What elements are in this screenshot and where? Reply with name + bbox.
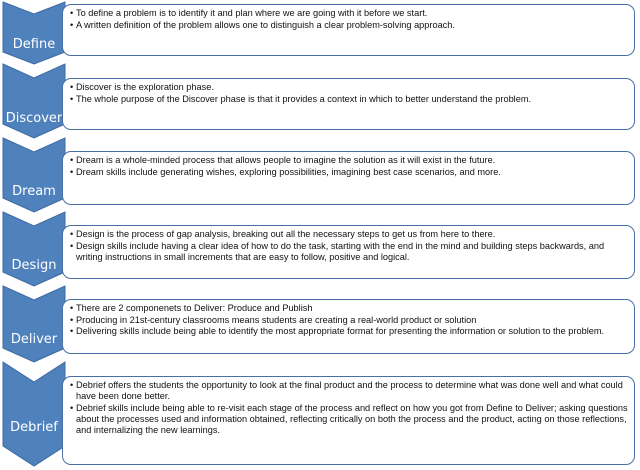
stage-label-debrief: Debrief: [10, 420, 58, 435]
chevron-deliver: [3, 286, 65, 362]
stage-box-design: [62, 225, 635, 279]
stage-box-discover: [62, 78, 635, 130]
bullet-item: • There are 2 componenets to Deliver: Produce and Publish: [70, 303, 628, 314]
chevron-discover: [3, 64, 65, 138]
bullet-item: • Delivering skills include being able to identify the most appropriate format for presenting the information or solution to the problem.: [70, 326, 628, 337]
stage-box-define: [62, 4, 635, 56]
stage-box-deliver: [62, 299, 635, 354]
chevron-define: [3, 2, 65, 64]
stage-label-design: Design: [11, 258, 57, 273]
stage-label-define: Define: [12, 37, 56, 52]
bullet-item: • Dream is a whole-minded process that allows people to imagine the solution as it will exist in the future.: [70, 155, 628, 166]
stage-label-discover: Discover: [5, 111, 63, 126]
chevron-design: [3, 212, 65, 286]
bullet-item: • Debrief offers the students the opportunity to look at the final product and the process to determine what was done well and what could have been done better.: [70, 380, 628, 402]
stage-label-dream: Dream: [12, 184, 56, 199]
bullet-item: • Design skills include having a clear idea of how to do the task, starting with the end in the mind and building steps backwards, and writing instructions in small increments that are easy to follow, positive and logical.: [70, 241, 628, 263]
stage-box-debrief: [62, 376, 635, 465]
bullet-item: • Debrief skills include being able to re-visit each stage of the process and reflect on how you got from Define to Deliver; asking questions about the processes used and information obtained, reflecting critically on both the process and the product, acting on those reflections, and internalizing the new learnings.: [70, 403, 628, 437]
chevron-dream: [3, 138, 65, 212]
bullet-item: • The whole purpose of the Discover phase is that it provides a context in which to better understand the problem.: [70, 94, 628, 105]
bullet-item: • Dream skills include generating wishes, exploring possibilities, imagining best case scenarios, and more.: [70, 167, 628, 178]
bullet-item: • Design is the process of gap analysis, breaking out all the necessary steps to get us from here to there.: [70, 229, 628, 240]
bullet-item: • To define a problem is to identify it and plan where we are going with it before we start.: [70, 8, 628, 19]
bullet-item: • Producing in 21st-century classrooms means students are creating a real-world product or solution: [70, 315, 628, 326]
bullet-item: • Discover is the exploration phase.: [70, 82, 628, 93]
bullet-item: • A written definition of the problem allows one to distinguish a clear problem-solving approach.: [70, 20, 628, 31]
stage-label-deliver: Deliver: [10, 332, 58, 347]
stage-box-dream: [62, 151, 635, 205]
chevron-debrief: [3, 362, 65, 466]
